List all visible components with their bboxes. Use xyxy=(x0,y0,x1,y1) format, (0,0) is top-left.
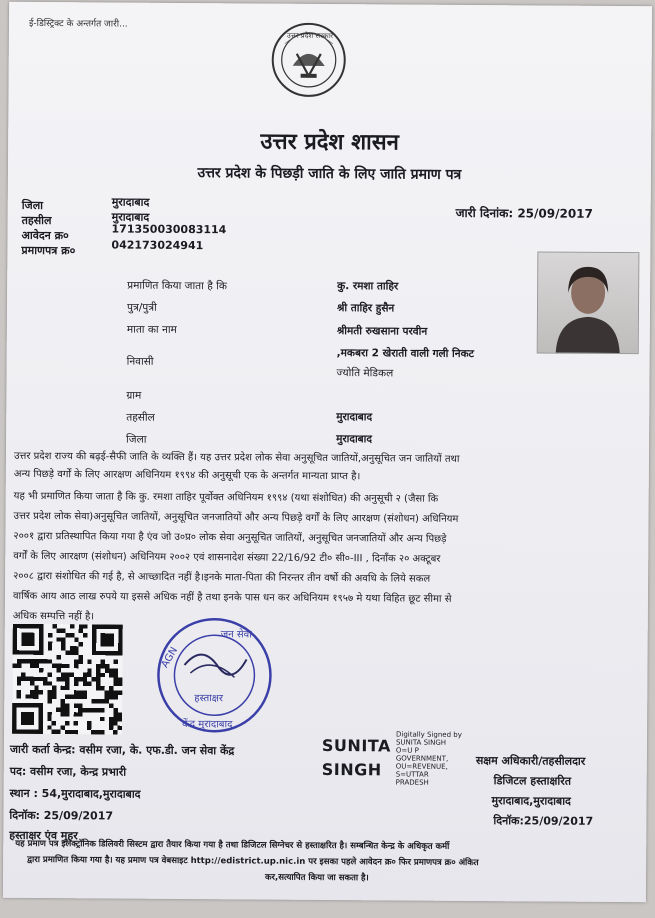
dsig-line: S=UTTAR xyxy=(395,770,429,779)
document-subtitle: उत्तर प्रदेश के पिछड़ी जाति के लिए जाति प्रमाण पत्र xyxy=(197,165,462,183)
para-line-7: वार्षिक आय आठ लाख रुपये या इससे अधिक नहीं है तथा इनके पास धन कर अधिनियम १९५७ मे यथा विहित छूट सीमा से xyxy=(12,590,452,605)
verification-qr-code xyxy=(12,624,123,735)
detail-value-address-1: ,मकबरा 2 खेराती वाली गली निकट xyxy=(336,347,475,361)
para-line-5: वर्गों के लिए आरक्षण (संशोधन) अधिनियम २००२ एवं शासनादेश संख्या 22/16/92 टी० सी०-III , दिनाँक २० अक्टूबर xyxy=(13,550,441,565)
digital-signature-details xyxy=(396,730,462,786)
seal-text-bottom: केंद्र मुरादाबाद xyxy=(182,718,233,731)
digital-signature-name-1: SUNITA xyxy=(321,735,391,756)
issuer-sign-label: हस्ताक्षर एंव मुहर xyxy=(9,828,78,843)
para-line-4: २००१ द्वारा प्रतिस्थापित किया गया है एंव जो उ०प्र० लोक सेवा अनुसूचित जातियों, अनुसूचित जनजातियों और अन्य पिछड़े xyxy=(13,530,447,545)
authority-digital: डिजिटल हस्ताक्षरित xyxy=(493,774,572,788)
meta-value-certificate-no: 042173024941 xyxy=(111,238,204,253)
seal-text-left: AGN xyxy=(159,645,181,670)
authority-place: मुरादाबाद,मुरादाबाद xyxy=(491,794,571,808)
issue-date-label: जारी दिनांक: xyxy=(455,205,514,221)
meta-value-district: मुरादाबाद xyxy=(111,195,150,209)
detail-label-2: माता का नाम xyxy=(126,323,177,336)
issuer-center: जारी कर्ता केन्द्र: वसीम रजा, के. एफ.डी. जन सेवा केंद्र xyxy=(9,742,235,758)
document-title: उत्तर प्रदेश शासन xyxy=(260,128,399,156)
meta-label-district: जिला xyxy=(21,198,44,213)
header-note: ई-डिस्ट्रिक्ट के अन्तर्गत जारी... xyxy=(28,18,128,30)
detail-label-3: निवासी xyxy=(126,355,154,368)
para-line-8: अधिक सम्पत्ति नहीं है। xyxy=(12,610,95,623)
dsig-line: Digitally Signed by xyxy=(396,730,462,739)
para-line-0: उत्तर प्रदेश राज्य की बढ़ई-सैफी जाति के व्यक्ति हैं। यह उत्तर प्रदेश लोक सेवा अनुसूचित जातियों,अनुसूचित जन जातियों तथा xyxy=(13,450,460,465)
detail-value-district: मुरादाबाद xyxy=(336,433,373,446)
dsig-line: O=U P xyxy=(395,746,419,755)
detail-label-1: पुत्र/पुत्री xyxy=(126,301,157,314)
issuer-post: पद: वसीम रजा, केन्द्र प्रभारी xyxy=(9,764,127,779)
detail-value-address-2: ज्योति मेडिकल xyxy=(336,367,394,380)
certificate-page xyxy=(3,2,652,902)
digital-signature-name-2: SINGH xyxy=(321,759,382,780)
detail-value-parent: श्री ताहिर हुसैन xyxy=(336,302,395,315)
footer-line-2: कर,सत्यापित किया जा सकता है। xyxy=(264,872,369,884)
detail-label-district: जिला xyxy=(126,433,147,446)
issuer-date: दिनॉक: 25/09/2017 xyxy=(9,808,114,823)
meta-label-application-no: आवेदन क्र० xyxy=(21,228,69,243)
detail-value-name: कु. रमशा ताहिर xyxy=(337,280,399,293)
detail-label-tehsil: तहसील xyxy=(126,411,155,424)
dsig-line: OU=REVENUE, xyxy=(395,762,448,771)
authority-title: सक्षम अधिकारी/तहसीलदार xyxy=(475,754,586,768)
para-line-1: अन्य पिछड़े वर्गों के लिए आरक्षण अधिनियम १९९४ की अनुसूची एक के अन्तर्गत मान्यता प्राप्त है। xyxy=(13,468,361,483)
emblem-text: उत्तर प्रदेश सरकार xyxy=(286,31,334,41)
para-line-6: २००८ द्वारा संशोधित की गई है, से आच्छादित नहीं है।इनके माता-पिता की निरन्तर तीन वर्षो की अवधि के लिये सकल xyxy=(13,570,431,585)
applicant-photo xyxy=(537,251,640,354)
dsig-line: PRADESH xyxy=(395,778,429,787)
dsig-line: SUNITA SINGH xyxy=(395,738,447,747)
detail-label-0: प्रमाणित किया जाता है कि xyxy=(127,279,227,293)
dsig-line: GOVERNMENT, xyxy=(395,754,449,763)
footer-line-1: द्वारा प्रमाणित किया गया है। यह प्रमाण पत्र वेबसाइट http://edistrict.up.nic.in पर इसका पहले आवेदन क्र० फिर प्रमाणपत्र क्र० अंकित xyxy=(27,854,479,869)
applicant-portrait xyxy=(538,252,639,353)
seal-text-top: जन सेवा xyxy=(220,629,252,641)
detail-value-tehsil: मुरादाबाद xyxy=(336,411,373,424)
seal-text-center: हस्ताक्षर xyxy=(194,693,224,705)
para-line-2: यह भी प्रमाणित किया जाता है कि कु. रमशा ताहिर पूर्वोक्त अधिनियम १९९४ (यथा संशोधित) की अनुसूची २ (जैसा कि xyxy=(13,490,439,505)
service-center-seal xyxy=(154,615,275,736)
issuer-place: स्थान : 54,मुरादाबाद,मुरादाबाद xyxy=(9,786,141,801)
detail-value-mother: श्रीमती रुखसाना परवीन xyxy=(336,325,428,338)
authority-date: दिनॉक:25/09/2017 xyxy=(493,814,594,828)
issue-date-value: 25/09/2017 xyxy=(517,206,593,221)
issue-date xyxy=(456,204,593,222)
meta-label-tehsil: तहसील xyxy=(21,213,52,228)
para-line-3: उत्तर प्रदेश लोक सेवा)अनुसूचित जातियों, अनुसूचित जनजातियों और अन्य पिछड़े वर्गों के लिए आरक्षण (संशोधन) अधिनियम xyxy=(13,510,459,525)
detail-label-village: ग्राम xyxy=(126,389,142,402)
meta-label-certificate-no: प्रमाणपत्र क्र० xyxy=(21,243,76,258)
meta-value-application-no: 171350030083114 xyxy=(111,222,227,237)
footer-line-0: यह प्रमाण पत्र इलेक्ट्रॉनिक डिलिवरी सिस्टम द्वारा तैयार किया गया है तथा डिजिटल सिग्नेचर से हस्ताक्षरित है। सम्बन्धित केन्द्र के अधिकृत कर्मी xyxy=(15,838,450,852)
meta-value-tehsil: मुरादाबाद xyxy=(111,210,150,224)
